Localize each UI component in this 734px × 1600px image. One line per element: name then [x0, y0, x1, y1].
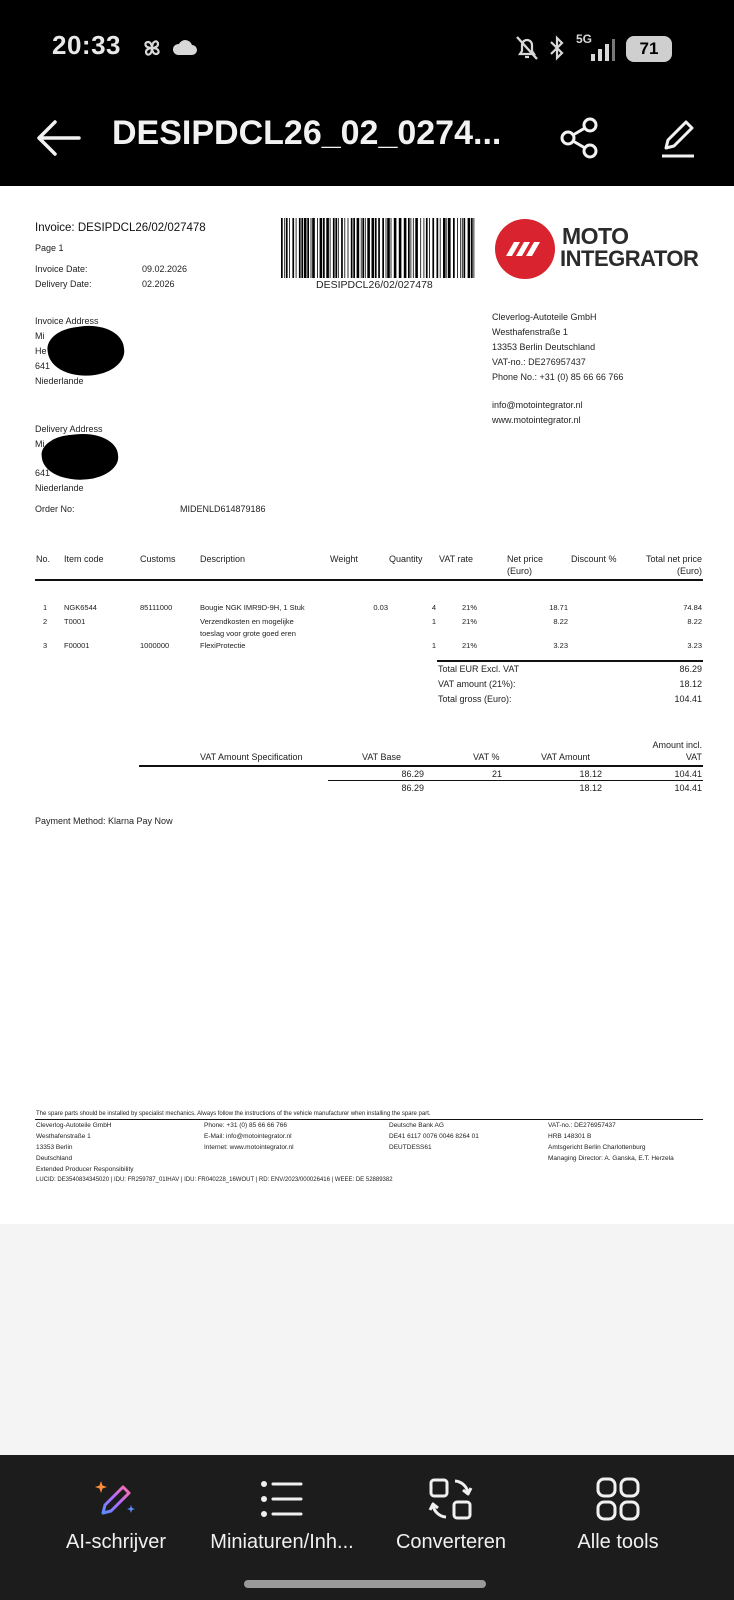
- barcode-bar: [408, 218, 410, 278]
- barcode-bar: [330, 218, 331, 278]
- row-description: Verzendkosten en mogelijke: [200, 617, 294, 626]
- vat-spec-sum-amount: 18.12: [579, 783, 602, 793]
- row-item-code: T0001: [64, 617, 86, 626]
- barcode-bar: [301, 218, 303, 278]
- delivery-address-line: 641: [35, 468, 51, 478]
- barcode-bar: [471, 218, 473, 278]
- barcode-bar: [311, 218, 312, 278]
- barcode-bar: [312, 218, 315, 278]
- col-discount: Discount %: [571, 554, 617, 564]
- invoice-address-line: He: [35, 346, 47, 356]
- footer-bank: Deutsche Bank AG: [389, 1122, 444, 1129]
- row-description-cont: toeslag voor grote goed eren: [200, 629, 296, 638]
- barcode-bar: [424, 218, 425, 278]
- vat-spec-base: 86.29: [401, 769, 424, 779]
- barcode-bar: [353, 218, 355, 278]
- barcode-bar: [391, 218, 392, 278]
- invoice-address-line: 641: [35, 361, 51, 371]
- vat-spec-sum-base: 86.29: [401, 783, 424, 793]
- barcode-bar: [296, 218, 297, 278]
- footer-notice: The spare parts should be installed by specialist mechanics. Always follow the instructions of the vehicle manufacturer when installing the spare part.: [36, 1111, 431, 1117]
- vat-amount: 18.12: [679, 679, 702, 689]
- barcode-text: DESIPDCL26/02/027478: [316, 279, 433, 291]
- battery-indicator: 71: [626, 36, 672, 62]
- barcode-bar: [448, 218, 451, 278]
- back-button[interactable]: [28, 108, 88, 168]
- bluetooth-icon: [548, 34, 566, 62]
- barcode-bar: [446, 218, 447, 278]
- barcode-bar: [361, 218, 362, 278]
- barcode-bar: [386, 218, 387, 278]
- col-net-price-unit: (Euro): [507, 566, 533, 576]
- row-quantity: 4: [431, 603, 436, 612]
- order-no: MIDENLD614879186: [180, 504, 266, 514]
- footer-epr: Extended Producer Responsibility: [36, 1166, 134, 1173]
- vat-spec-pct-header: VAT %: [473, 752, 500, 762]
- seller-phone: Phone No.: +31 (0) 85 66 66 766: [492, 372, 624, 382]
- vat-spec-sum-incl: 104.41: [674, 783, 702, 793]
- barcode-bar: [344, 218, 345, 278]
- row-vat-rate: 21%: [462, 641, 478, 650]
- delivery-address-line: Niederlande: [35, 483, 84, 493]
- barcode-bar: [348, 218, 349, 278]
- col-total-net: Total net price: [645, 554, 702, 564]
- col-customs: Customs: [140, 554, 176, 564]
- status-bar: [0, 0, 734, 96]
- barcode-bar: [289, 218, 290, 278]
- barcode-bar: [335, 218, 337, 278]
- table-header-rule: [35, 579, 703, 581]
- col-no: No.: [36, 554, 51, 564]
- share-icon: [558, 116, 602, 160]
- bottom-toolbar: [0, 1455, 734, 1600]
- delivery-address-label: Delivery Address: [35, 424, 103, 434]
- barcode-bar: [317, 218, 318, 278]
- barcode-bar: [323, 218, 325, 278]
- barcode-bar: [341, 218, 343, 278]
- delivery-address-line: Mi: [35, 439, 45, 449]
- barcode-bar: [378, 218, 380, 278]
- delivery-date-label: Delivery Date:: [35, 279, 92, 289]
- footer-email: E-Mail: info@motointegrator.nl: [204, 1133, 292, 1140]
- barcode-bar: [443, 218, 446, 278]
- row-customs: 85111000: [140, 603, 173, 612]
- row-net-price: 18.71: [549, 603, 568, 612]
- col-total-net-unit: (Euro): [676, 566, 702, 576]
- barcode-bar: [394, 218, 397, 278]
- invoice-page[interactable]: [0, 186, 734, 1224]
- barcode-bar: [411, 218, 412, 278]
- redaction-mark: [40, 430, 120, 484]
- barcode-bar: [372, 218, 375, 278]
- footer-city: 13353 Berlin: [36, 1144, 73, 1151]
- col-description: Description: [200, 554, 246, 564]
- row-net-price: 8.22: [553, 617, 568, 626]
- col-item-code: Item code: [64, 554, 104, 564]
- payment-method: Payment Method: Klarna Pay Now: [35, 816, 173, 826]
- footer-court: Amtsgericht Berlin Charlottenburg: [548, 1144, 646, 1151]
- footer-bic: DEUTDESS61: [389, 1144, 432, 1151]
- invoice-address-line: Niederlande: [35, 376, 84, 386]
- barcode-bar: [299, 218, 301, 278]
- col-quantity: Quantity: [389, 554, 423, 564]
- thumbnails-label: Miniaturen/Inh...: [210, 1531, 354, 1553]
- footer-rule: [35, 1119, 703, 1120]
- redaction-mark: [45, 321, 127, 381]
- totals-rule: [437, 660, 703, 662]
- pinwheel-icon: [140, 36, 164, 60]
- footer-ids: LUCID: DE3540834345020 | IDU: FR259787_01IHAV | IDU: FR040228_16WOUT | RD: ENV/2023/000026416 | WEEE: DE 52889382: [36, 1177, 393, 1183]
- invoice-date-label: Invoice Date:: [35, 264, 88, 274]
- barcode-bar: [432, 218, 434, 278]
- col-net-price: Net price: [507, 554, 544, 564]
- row-customs: 1000000: [140, 641, 170, 650]
- barcode-bar: [453, 218, 455, 278]
- seller-street: Westhafenstraße 1: [492, 327, 568, 337]
- row-item-code: F00001: [64, 641, 90, 650]
- barcode-bar: [413, 218, 414, 278]
- vat-spec-incl: 104.41: [674, 769, 702, 779]
- barcode-bar: [320, 218, 323, 278]
- barcode-bar: [286, 218, 288, 278]
- ai-writer-button[interactable]: [26, 1455, 206, 1575]
- barcode-bar: [351, 218, 353, 278]
- col-vat-rate: VAT rate: [439, 554, 474, 564]
- barcode-bar: [382, 218, 384, 278]
- status-time: 20:33: [52, 30, 121, 60]
- arrow-left-icon: [35, 118, 81, 158]
- barcode-bar: [292, 218, 294, 278]
- barcode-bar: [362, 218, 364, 278]
- barcode-bar: [307, 218, 309, 278]
- invoice-address-line: Mi: [35, 331, 45, 341]
- page-number: Page 1: [35, 243, 64, 253]
- total-gross-label: Total gross (Euro):: [438, 694, 512, 704]
- row-no: 1: [43, 603, 48, 612]
- footer-company: Cleverlog-Autoteile GmbH: [36, 1122, 112, 1129]
- row-vat-rate: 21%: [462, 603, 478, 612]
- barcode-bar: [326, 218, 329, 278]
- footer-country: Deutschland: [36, 1155, 73, 1162]
- network-type: 5G: [576, 32, 593, 46]
- row-no: 2: [43, 617, 48, 626]
- thumbnails-button[interactable]: [192, 1455, 372, 1575]
- vat-spec-pct: 21: [491, 769, 502, 779]
- barcode-bar: [375, 218, 377, 278]
- cloud-icon: [172, 38, 198, 56]
- invoice-date: 09.02.2026: [142, 264, 188, 274]
- seller-vat: VAT-no.: DE276957437: [492, 357, 586, 367]
- vat-spec-incl-header-2: VAT: [685, 752, 702, 762]
- barcode-bar: [474, 218, 475, 278]
- order-no-label: Order No:: [35, 504, 75, 514]
- barcode-bar: [437, 218, 439, 278]
- seller-city: 13353 Berlin Deutschland: [492, 342, 596, 352]
- pencil-icon: [658, 116, 698, 160]
- footer-director: Managing Director: A. Ganska, E.T. Herzela: [548, 1155, 674, 1162]
- vat-spec-rule: [139, 765, 703, 767]
- barcode-bar: [457, 218, 458, 278]
- barcode-bar: [460, 218, 461, 278]
- barcode-bar: [281, 218, 283, 278]
- app-bar: [0, 96, 734, 186]
- delivery-date: 02.2026: [142, 279, 175, 289]
- row-weight: 0.03: [373, 603, 388, 612]
- invoice-title: Invoice: DESIPDCL26/02/027478: [35, 222, 206, 234]
- col-weight: Weight: [330, 554, 358, 564]
- footer-street: Westhafenstraße 1: [36, 1133, 91, 1140]
- row-no: 3: [43, 641, 48, 650]
- mute-bell-icon: [514, 34, 540, 62]
- convert-icon: [428, 1477, 474, 1521]
- seller-name: Cleverlog-Autoteile GmbH: [492, 312, 597, 322]
- all-tools-label: Alle tools: [577, 1531, 659, 1553]
- barcode-bar: [304, 218, 307, 278]
- row-description: FlexiProtectie: [200, 641, 246, 650]
- vat-spec-amount-header: VAT Amount: [541, 752, 591, 762]
- barcode-bar: [415, 218, 418, 278]
- row-total-net: 74.84: [683, 603, 702, 612]
- barcode-bar: [367, 218, 370, 278]
- barcode-bar: [333, 218, 335, 278]
- barcode-bar: [420, 218, 421, 278]
- signal-icon: [590, 38, 616, 62]
- row-description: Bougie NGK IMR9D-9H, 1 Stuk: [200, 603, 305, 612]
- barcode-bar: [357, 218, 360, 278]
- logo-text-integrator: INTEGRATOR: [560, 246, 699, 271]
- row-quantity: 1: [431, 617, 436, 626]
- logo-text-moto: MOTO: [562, 223, 629, 249]
- barcode-bar: [468, 218, 471, 278]
- barcode-bar: [462, 218, 463, 278]
- row-vat-rate: 21%: [462, 617, 478, 626]
- barcode-bar: [464, 218, 466, 278]
- share-button[interactable]: [550, 108, 610, 168]
- logo-mark-icon: [494, 218, 556, 280]
- total-excl-label: Total EUR Excl. VAT: [438, 664, 520, 674]
- convert-button[interactable]: [361, 1455, 541, 1575]
- invoice-address-label: Invoice Address: [35, 316, 99, 326]
- gesture-home-bar[interactable]: [244, 1580, 486, 1588]
- footer-hrb: HRB 148301 B: [548, 1133, 592, 1140]
- document-title: DESIPDCL26_02_0274...: [112, 114, 502, 152]
- moto-integrator-logo: [494, 218, 704, 280]
- barcode-bar: [426, 218, 428, 278]
- footer-vat: VAT-no.: DE276957437: [548, 1122, 616, 1129]
- seller-email: info@motointegrator.nl: [492, 400, 583, 410]
- convert-label: Converteren: [395, 1531, 507, 1553]
- barcode-bar: [284, 218, 285, 278]
- row-quantity: 1: [431, 641, 436, 650]
- vat-spec-base-header: VAT Base: [362, 752, 402, 762]
- row-total-net: 8.22: [687, 617, 702, 626]
- list-icon: [259, 1477, 305, 1521]
- barcode-bar: [365, 218, 366, 278]
- grid-icon: [595, 1477, 641, 1521]
- barcode-bar: [429, 218, 430, 278]
- vat-amount-label: VAT amount (21%):: [438, 679, 516, 689]
- barcode-bar: [338, 218, 339, 278]
- row-item-code: NGK6544: [64, 603, 97, 612]
- edit-button[interactable]: [648, 108, 708, 168]
- footer-phone: Phone: +31 (0) 85 66 66 766: [204, 1122, 287, 1129]
- ai-writer-label: AI-schrijver: [65, 1531, 166, 1553]
- ai-pen-sparkle-icon: [93, 1477, 139, 1521]
- seller-web: www.motointegrator.nl: [492, 415, 581, 425]
- row-net-price: 3.23: [553, 641, 568, 650]
- row-total-net: 3.23: [687, 641, 702, 650]
- barcode-image: [281, 218, 476, 278]
- total-excl: 86.29: [679, 664, 702, 674]
- barcode-bar: [387, 218, 390, 278]
- vat-spec-sum-rule: [328, 780, 703, 781]
- vat-spec-amount: 18.12: [579, 769, 602, 779]
- top-bar: [0, 0, 734, 186]
- vat-spec-incl-header: Amount incl.: [652, 740, 702, 750]
- barcode-bar: [404, 218, 407, 278]
- footer-web: Internet: www.motointegrator.nl: [204, 1144, 294, 1151]
- barcode-bar: [440, 218, 441, 278]
- footer-iban: DE41 6117 0076 0046 8264 01: [389, 1133, 479, 1140]
- vat-spec-title: VAT Amount Specification: [200, 752, 303, 762]
- barcode-bar: [399, 218, 402, 278]
- all-tools-button[interactable]: [528, 1455, 708, 1575]
- total-gross: 104.41: [674, 694, 702, 704]
